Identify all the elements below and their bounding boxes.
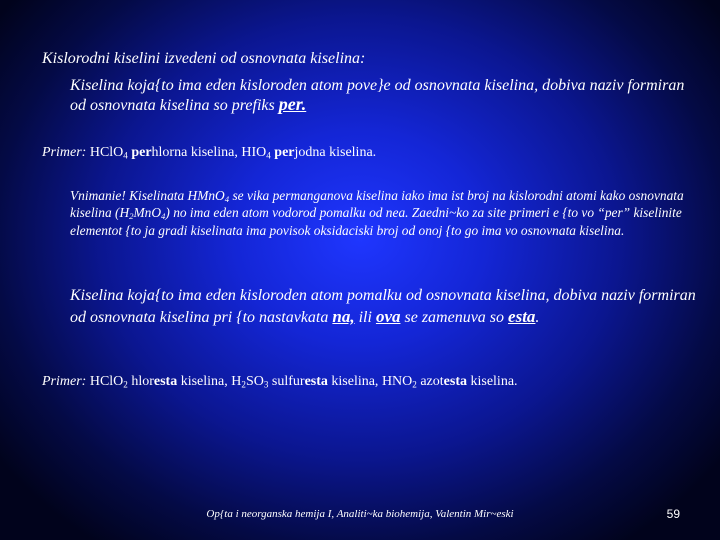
formula-hno2: $HNO_2$ [381, 374, 417, 390]
suffix-na: na, [332, 307, 355, 326]
slide-heading: Kislorodni kiselini izvedeni od osnovnata kiselina: [42, 50, 366, 67]
formula-hclo4: HClO$_4$ [89, 145, 128, 161]
page-number: 59 [666, 507, 680, 521]
formula-hclo2: HClO$_2$ [89, 374, 128, 390]
suffix-ova: ova [375, 307, 401, 326]
note-permanganic-acid: Vnimanie! Kiselinata HMnO$_4$ se vika permanganova kiselina iako ima ist broj na kislorodni atomi kako osnovnata kiselina $(H_2MnO_4)$ no ima eden atom vodorod pomalku od nea. Zaedni~ko za site primeri e {to vo “per” kiselinite elementot {to ja gradi kiselinata ima povisok oksidaciski broj od onoj {to go ima vo osnovnata kiselina. [70, 188, 684, 238]
example-esta-acids: Primer: HClO$_2$ hloresta kiselina, $H_2SO_3$ sulfuresta kiselina, $HNO_2$ azotesta kiselina. [42, 374, 518, 390]
slide-footer: Op{ta i neorganska hemija I, Analiti~ka biohemija, Valentin Mir~eski [206, 508, 514, 520]
paragraph-per-acids: Kiselina koja{to ima eden kisloroden atom pove}e od osnovnata kiselina, dobiva naziv formiran od osnovnata kiselina so prefiks per. [70, 77, 685, 114]
example-label: Primer: [42, 145, 87, 160]
prefix-per: per. [278, 94, 307, 114]
paragraph-hypo-acids: Kiselina koja{to ima eden kisloroden atom pomalku od osnovnata kiselina, dobiva naziv formiran od osnovnata kiselina pri {to nastavkata na, ili ova se zamenuva so esta. [70, 287, 696, 326]
formula-h2so3: $H_2SO_3$ [231, 374, 269, 390]
suffix-esta: esta [508, 307, 536, 326]
example-label: Primer: [42, 374, 87, 389]
example-per-acids: Primer: HClO$_4$ perhlorna kiselina, $HIO_4$ perjodna kiselina. [42, 145, 377, 161]
formula-hio4: $HIO_4$ [241, 145, 271, 161]
